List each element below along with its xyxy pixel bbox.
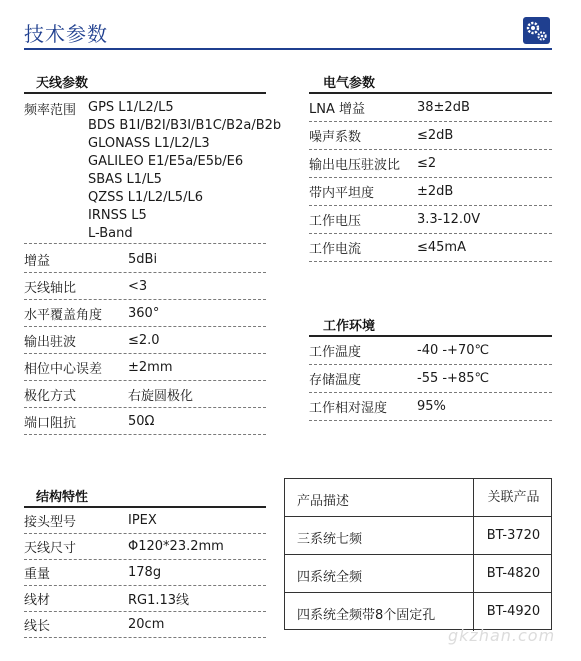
structure-row-cable <box>24 586 266 612</box>
products-table-header <box>285 479 551 517</box>
row-value: 360° <box>128 305 160 321</box>
table-row <box>285 517 551 555</box>
row-value: 38±2dB <box>417 100 470 115</box>
row-label: 极化方式 <box>24 388 77 404</box>
header-model: 关联产品 <box>473 479 553 516</box>
structure-row-connector <box>24 508 266 534</box>
row-value: <3 <box>128 278 148 294</box>
antenna-row-gain <box>24 246 266 273</box>
page-title: 技术参数 <box>24 22 108 46</box>
freq-range-values <box>88 99 281 243</box>
freq-value: GLONASS L1/L2/L3 <box>88 136 210 151</box>
table-row <box>285 555 551 593</box>
title-divider <box>24 48 552 50</box>
row-label: 天线尺寸 <box>24 541 77 556</box>
row-label: 工作相对湿度 <box>309 401 388 416</box>
electrical-row-vswr <box>309 150 552 178</box>
row-label: 输出驻波 <box>24 334 77 350</box>
freq-value: GPS L1/L2/L5 <box>88 100 174 115</box>
row-value: Φ120*23.2mm <box>128 539 224 554</box>
row-label: 水平覆盖角度 <box>24 307 103 323</box>
row-value: 50Ω <box>128 413 155 429</box>
row-label: 接头型号 <box>24 515 77 530</box>
watermark: gkzhan.com <box>448 626 556 645</box>
row-label: LNA 增益 <box>309 102 365 117</box>
row-label: 增益 <box>24 253 51 269</box>
row-value: 95% <box>417 399 446 414</box>
electrical-row-current <box>309 234 552 262</box>
freq-value: IRNSS L5 <box>88 208 147 223</box>
row-label: 工作电压 <box>309 214 362 229</box>
structure-row-cable-length <box>24 612 266 638</box>
antenna-row-polarization <box>24 381 266 408</box>
antenna-row-axial-ratio <box>24 273 266 300</box>
row-value: 3.3-12.0V <box>417 212 481 227</box>
electrical-row-voltage <box>309 206 552 234</box>
row-value: ≤2.0 <box>128 332 160 348</box>
antenna-row-impedance <box>24 408 266 435</box>
structure-section-title: 结构特性 <box>36 490 89 505</box>
environment-row-storage-temp <box>309 365 552 393</box>
row-label: 天线轴比 <box>24 280 77 296</box>
electrical-row-lna-gain <box>309 94 552 122</box>
environment-row-op-temp <box>309 337 552 365</box>
row-label: 工作电流 <box>309 242 362 257</box>
environment-section-title: 工作环境 <box>323 319 376 334</box>
freq-value: GALILEO E1/E5a/E5b/E6 <box>88 154 244 169</box>
freq-range-block <box>24 99 282 244</box>
product-model: BT-4820 <box>473 555 553 592</box>
gears-icon <box>523 17 550 44</box>
structure-row-size <box>24 534 266 560</box>
row-value: 右旋圆极化 <box>128 388 194 404</box>
antenna-row-coverage <box>24 300 266 327</box>
row-value: 5dBi <box>128 251 158 267</box>
electrical-row-flatness <box>309 178 552 206</box>
row-value: ≤45mA <box>417 240 466 255</box>
row-value: -40 -+70℃ <box>417 343 490 358</box>
freq-value: SBAS L1/L5 <box>88 172 162 187</box>
row-label: 线材 <box>24 593 51 608</box>
antenna-section-divider <box>24 92 266 94</box>
row-value: IPEX <box>128 513 157 528</box>
freq-range-label: 频率范围 <box>24 103 77 118</box>
structure-row-weight <box>24 560 266 586</box>
product-desc: 四系统全频带8个固定孔 <box>297 608 436 623</box>
product-desc: 三系统七频 <box>297 532 363 547</box>
row-label: 线长 <box>24 619 51 634</box>
products-table <box>284 478 552 630</box>
row-value: 178g <box>128 565 162 580</box>
row-value: ≤2dB <box>417 128 454 143</box>
freq-value: QZSS L1/L2/L5/L6 <box>88 190 203 205</box>
row-label: 存储温度 <box>309 373 362 388</box>
product-model: BT-3720 <box>473 517 553 554</box>
row-label: 端口阻抗 <box>24 415 77 431</box>
antenna-row-vswr <box>24 327 266 354</box>
row-value: ≤2 <box>417 156 437 171</box>
row-label: 相位中心误差 <box>24 361 103 377</box>
freq-value: L-Band <box>88 226 133 241</box>
row-value: ±2dB <box>417 184 454 199</box>
row-label: 噪声系数 <box>309 130 362 145</box>
electrical-section-title: 电气参数 <box>323 76 376 91</box>
row-label: 带内平坦度 <box>309 186 375 201</box>
antenna-section-title: 天线参数 <box>36 76 89 91</box>
row-label: 输出电压驻波比 <box>309 158 401 173</box>
environment-row-humidity <box>309 393 552 421</box>
row-value: -55 -+85℃ <box>417 371 490 386</box>
antenna-row-phase-center <box>24 354 266 381</box>
row-value: ±2mm <box>128 359 173 375</box>
product-desc: 四系统全频 <box>297 570 363 585</box>
electrical-row-noise <box>309 122 552 150</box>
product-model: BT-4920 <box>473 593 553 631</box>
freq-value: BDS B1I/B2I/B3I/B1C/B2a/B2b <box>88 118 282 133</box>
row-value: RG1.13线 <box>128 593 190 608</box>
row-label: 重量 <box>24 567 51 582</box>
row-value: 20cm <box>128 617 165 632</box>
row-label: 工作温度 <box>309 345 362 360</box>
header-desc: 产品描述 <box>297 494 350 509</box>
